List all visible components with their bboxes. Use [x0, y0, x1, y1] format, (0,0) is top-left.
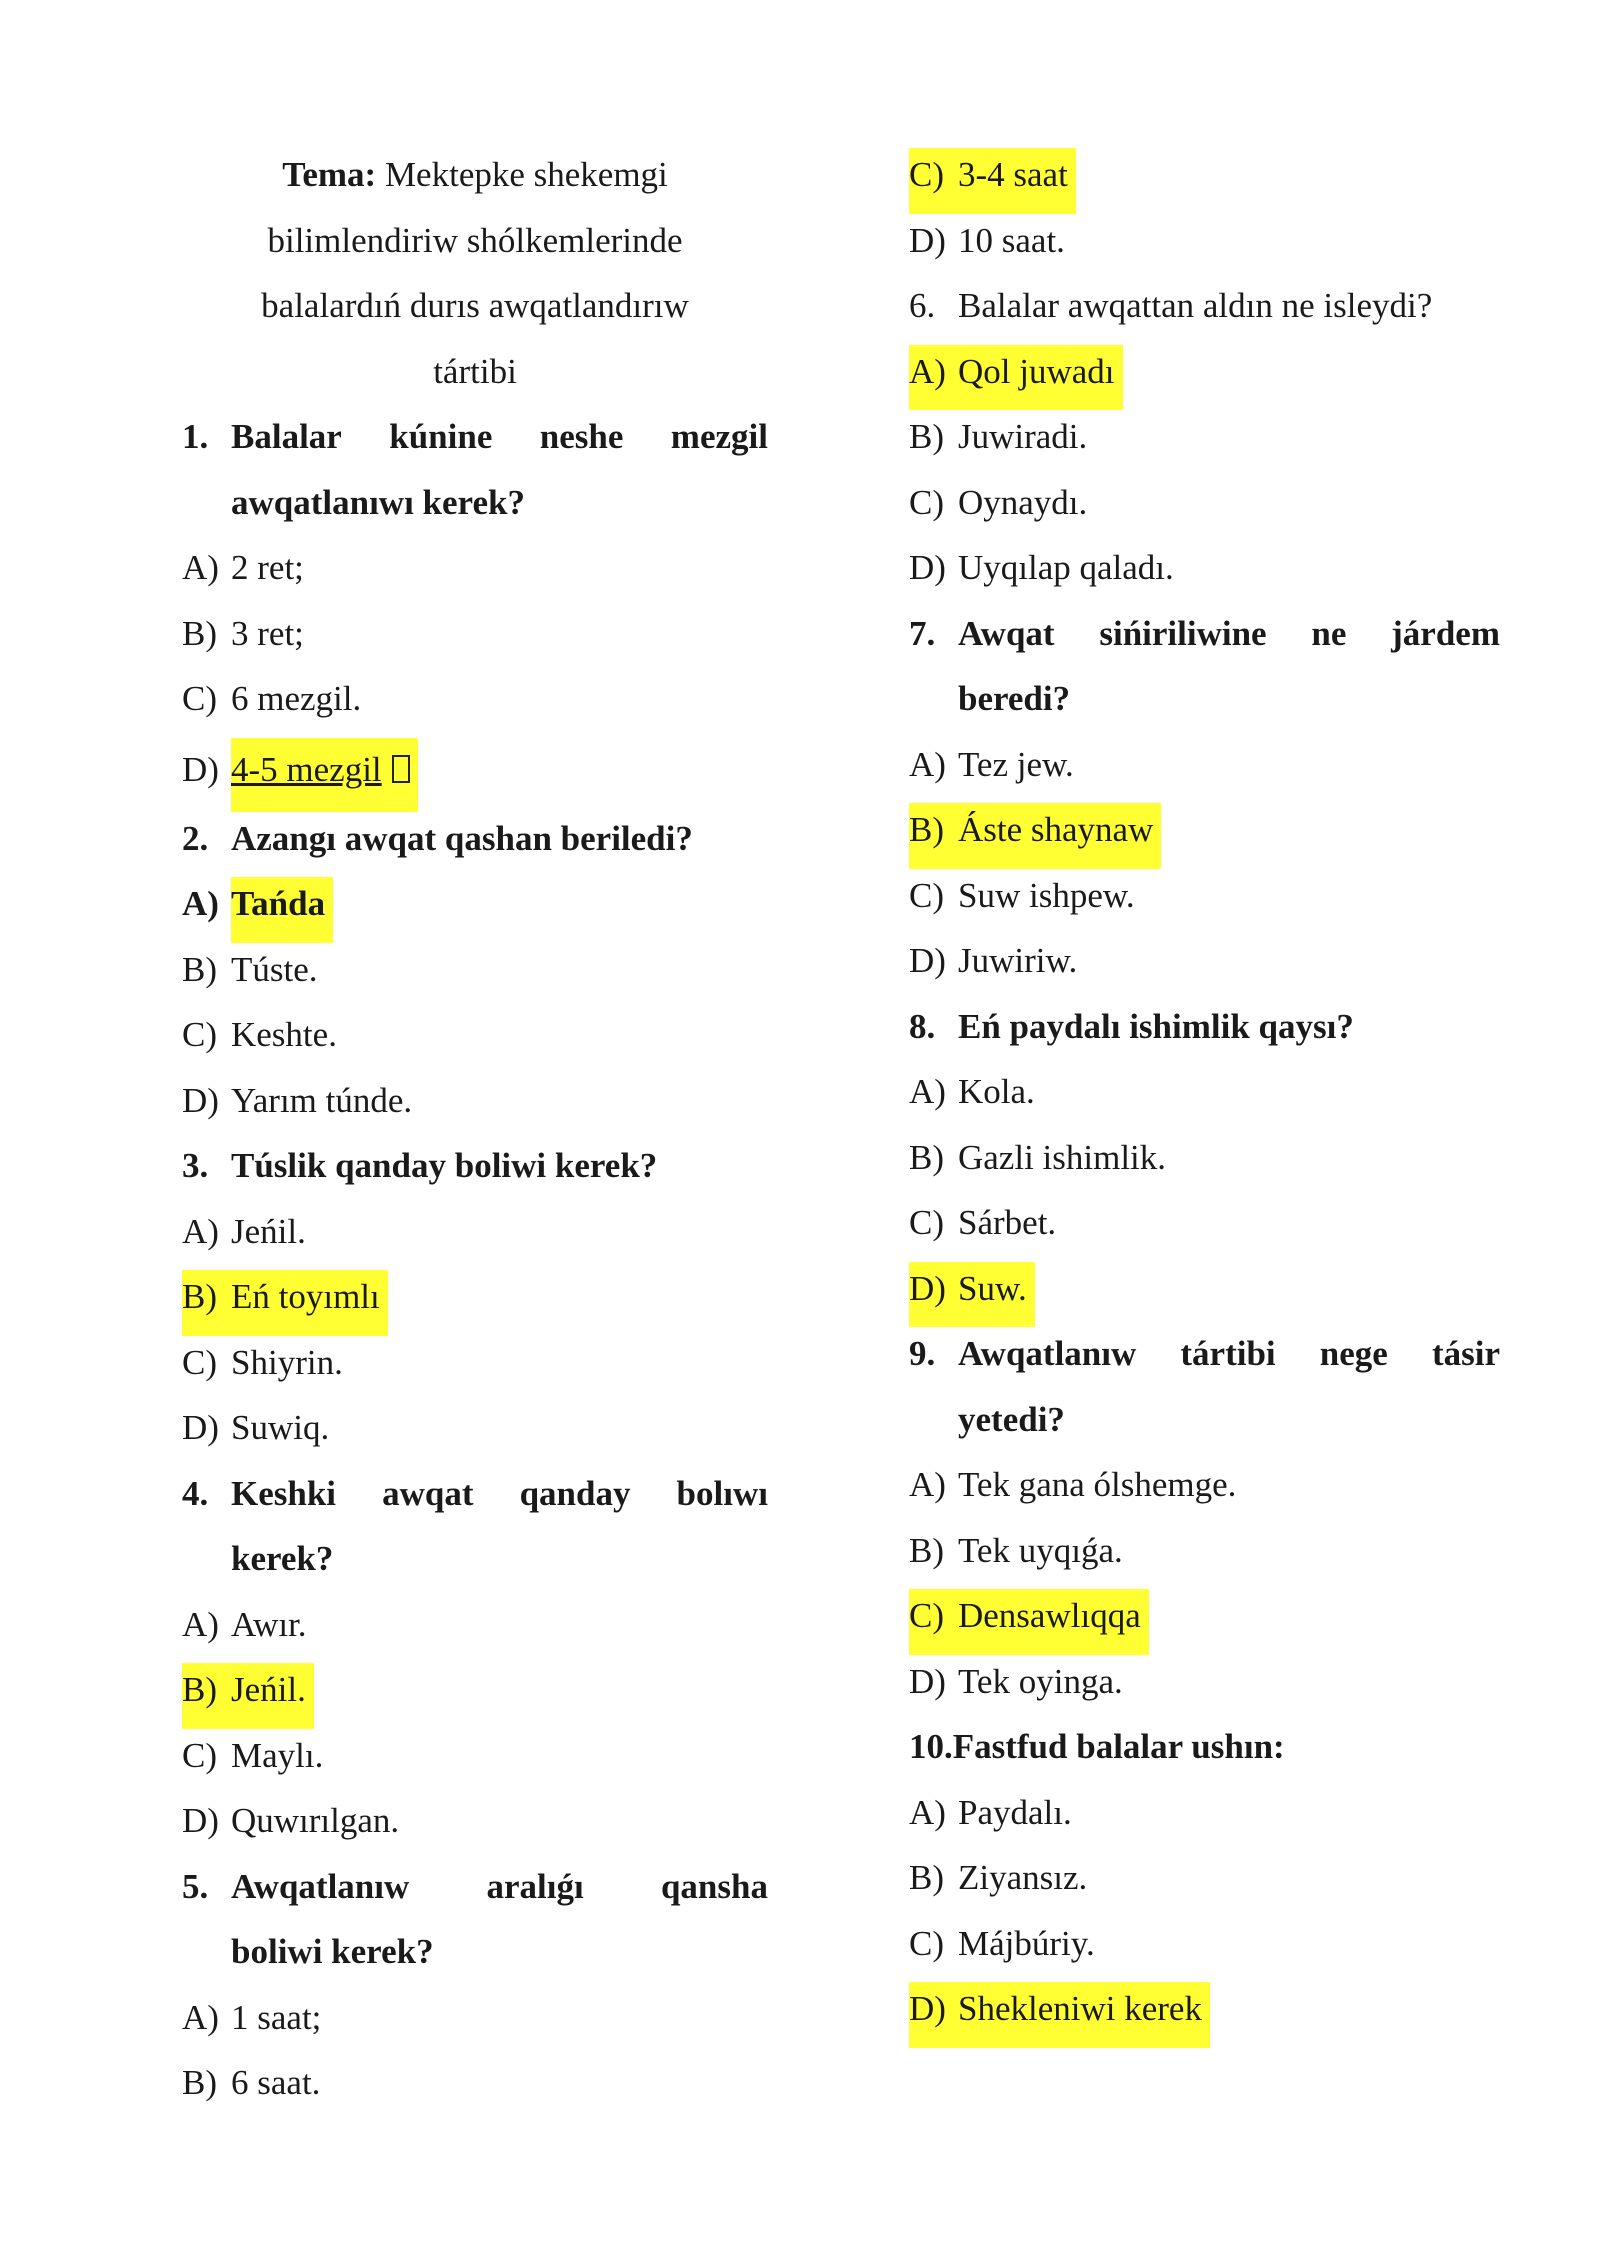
option-3d[interactable] — [182, 1401, 768, 1467]
option-5b[interactable] — [182, 2056, 768, 2122]
option-1b[interactable] — [182, 607, 768, 673]
question-word: aralıǵı — [486, 1866, 584, 1906]
option-6b[interactable] — [909, 410, 1500, 476]
option-7a[interactable] — [909, 738, 1500, 804]
option-text: Oynaydı. — [958, 482, 1088, 522]
option-letter: D) — [909, 1661, 946, 1701]
option-text: Qol juwadı — [958, 351, 1115, 391]
option-letter: B) — [909, 417, 944, 456]
question-text: Eń paydalı ishimlik qaysı? — [958, 1006, 1354, 1046]
option-letter: A) — [182, 1604, 219, 1644]
question-4-continuation: kerek? — [231, 1539, 334, 1578]
option-text: Maylı. — [231, 1735, 324, 1775]
correct-answer-highlight — [182, 1663, 314, 1729]
question-word: nege — [1319, 1334, 1388, 1373]
option-3c[interactable] — [182, 1336, 768, 1402]
option-letter: A) — [909, 1792, 946, 1832]
option-text: Tek uyqıǵa. — [958, 1530, 1123, 1570]
question-number: 10. — [909, 1727, 953, 1766]
option-letter: B) — [182, 613, 217, 653]
option-text: Gazli ishimlik. — [958, 1137, 1167, 1177]
option-letter: A) — [182, 884, 219, 923]
title-label: Tema: — [282, 155, 377, 194]
option-letter: D) — [909, 548, 946, 587]
question-word: awqat — [382, 1473, 474, 1513]
correct-answer-highlight — [909, 1262, 1035, 1328]
title-text: Mektepke shekemgi — [384, 155, 668, 194]
option-text: Juwiradi. — [958, 417, 1088, 456]
option-letter: C) — [909, 155, 944, 194]
option-10a[interactable] — [909, 1786, 1500, 1852]
question-5 — [182, 1860, 768, 1926]
question-text — [958, 1327, 1500, 1393]
question-7-continuation: beredi? — [958, 679, 1071, 718]
document-title-line-2: bilimlendiriw shólkemlerinde — [267, 220, 683, 260]
option-letter: C) — [182, 1735, 217, 1775]
question-number: 3. — [182, 1146, 209, 1185]
question-word: tásir — [1431, 1334, 1500, 1373]
option-letter: B) — [182, 1277, 217, 1316]
option-text: Tek gana ólshemge. — [958, 1465, 1237, 1504]
option-text: Jeńil. — [231, 1211, 306, 1251]
question-text: Balalar awqattan aldın ne isleydi? — [958, 286, 1433, 325]
option-text: Awır. — [231, 1604, 307, 1644]
question-word: sińiriliwine — [1099, 613, 1267, 653]
question-10 — [909, 1720, 1500, 1786]
question-number: 9. — [909, 1334, 936, 1373]
right-column — [909, 148, 1500, 2048]
option-5c[interactable] — [909, 148, 1500, 214]
option-1c[interactable] — [182, 672, 768, 738]
option-text: 10 saat. — [958, 220, 1065, 260]
option-2d[interactable] — [182, 1074, 768, 1140]
document-title-line-1 — [182, 148, 768, 214]
option-letter: C) — [182, 1342, 217, 1382]
option-4a[interactable] — [182, 1598, 768, 1664]
question-number: 8. — [909, 1006, 936, 1046]
question-2 — [182, 812, 768, 878]
question-7 — [909, 607, 1500, 673]
missing-glyph-box-icon — [392, 755, 410, 783]
option-letter: A) — [909, 744, 946, 784]
option-text: Tek oyinga. — [958, 1661, 1123, 1701]
option-letter: A) — [182, 548, 219, 587]
option-text: Densawlıqqa — [958, 1596, 1141, 1635]
option-6d[interactable] — [909, 541, 1500, 607]
option-letter: B) — [182, 2063, 217, 2102]
option-text: Túste. — [231, 949, 318, 989]
option-text: Áste shaynaw — [958, 810, 1154, 849]
option-text: Ziyansız. — [958, 1858, 1088, 1897]
option-letter: A) — [909, 1072, 946, 1111]
option-letter: C) — [909, 875, 944, 915]
option-letter: B) — [909, 810, 944, 849]
option-9a[interactable] — [909, 1458, 1500, 1524]
question-word: Awqatlanıw — [958, 1334, 1137, 1373]
question-word: Awqatlanıw — [231, 1866, 410, 1906]
option-6c[interactable] — [909, 476, 1500, 542]
option-10d[interactable] — [909, 1982, 1500, 2048]
option-letter: D) — [909, 941, 946, 980]
option-4b[interactable] — [182, 1663, 768, 1729]
option-text: Kola. — [958, 1072, 1035, 1111]
option-letter: A) — [909, 1465, 946, 1504]
question-word: qanday — [519, 1473, 631, 1513]
option-text: 2 ret; — [231, 548, 304, 587]
option-8d[interactable] — [909, 1262, 1500, 1328]
option-letter: D) — [909, 1268, 946, 1308]
option-letter: B) — [909, 1137, 944, 1177]
correct-answer-highlight — [231, 738, 418, 812]
question-word: bolıwı — [676, 1473, 768, 1513]
option-9c[interactable] — [909, 1589, 1500, 1655]
question-word: neshe — [539, 417, 624, 456]
option-text: Májbúriy. — [958, 1923, 1095, 1963]
option-2b[interactable] — [182, 943, 768, 1009]
question-8 — [909, 1000, 1500, 1066]
option-text: 6 mezgil. — [231, 679, 362, 718]
question-text — [231, 1467, 768, 1533]
question-word: qansha — [660, 1866, 768, 1906]
question-text — [958, 607, 1500, 673]
correct-answer-highlight — [182, 1270, 388, 1336]
option-letter: D) — [182, 1080, 219, 1120]
option-5a[interactable] — [182, 1991, 768, 2057]
option-text: Juwiriw. — [958, 941, 1078, 980]
correct-answer-highlight: Tańda — [231, 877, 333, 943]
left-column — [182, 148, 768, 2122]
option-text: Yarım túnde. — [231, 1080, 413, 1120]
option-9d[interactable] — [909, 1655, 1500, 1721]
option-5d[interactable] — [909, 214, 1500, 280]
option-text: Suwiq. — [231, 1408, 330, 1447]
question-text: Azangı awqat qashan beriledi? — [231, 818, 693, 858]
option-letter: A) — [182, 1211, 219, 1251]
option-8b[interactable] — [909, 1131, 1500, 1197]
question-word: Keshki — [231, 1473, 337, 1513]
question-number: 5. — [182, 1866, 209, 1906]
option-text: 3-4 saat — [958, 155, 1068, 194]
option-letter: C) — [182, 679, 217, 718]
option-1a[interactable] — [182, 541, 768, 607]
question-text: Fastfud balalar ushın: — [952, 1727, 1285, 1766]
option-letter: D) — [909, 220, 946, 260]
option-letter: A) — [909, 351, 946, 391]
option-8a[interactable] — [909, 1065, 1500, 1131]
option-3b[interactable] — [182, 1270, 768, 1336]
question-word: Awqat — [958, 613, 1055, 653]
question-text — [231, 1860, 768, 1926]
option-text: Keshte. — [231, 1015, 337, 1054]
option-2c[interactable] — [182, 1008, 768, 1074]
question-5-continuation: boliwi kerek? — [231, 1932, 434, 1971]
question-number: 1. — [182, 417, 209, 456]
option-text: Shiyrin. — [231, 1342, 343, 1382]
option-text: 1 saat; — [231, 1997, 322, 2037]
option-letter: C) — [909, 482, 944, 522]
option-text: Jeńil. — [231, 1670, 306, 1709]
option-7b[interactable] — [909, 803, 1500, 869]
document-title-line-4: tártibi — [433, 351, 517, 391]
question-word: járdem — [1391, 613, 1500, 653]
question-number: 7. — [909, 613, 936, 653]
correct-answer-highlight — [909, 1982, 1210, 2048]
option-10c[interactable] — [909, 1917, 1500, 1983]
document-title-line-3: balalardıń durıs awqatlandırıw — [261, 286, 689, 325]
option-letter: C) — [909, 1203, 944, 1242]
option-text: Suw. — [958, 1268, 1027, 1308]
correct-answer-highlight — [909, 1589, 1149, 1655]
question-4 — [182, 1467, 768, 1533]
option-text: 4-5 mezgil — [231, 749, 382, 789]
question-text: Túslik qanday boliwi kerek? — [231, 1146, 658, 1185]
question-1-continuation: awqatlanıwı kerek? — [231, 482, 525, 522]
option-text: Suw ishpew. — [958, 875, 1135, 915]
option-letter: B) — [909, 1858, 944, 1897]
question-word: kúnine — [389, 417, 493, 456]
option-7d[interactable] — [909, 934, 1500, 1000]
option-letter: D) — [909, 1989, 946, 2028]
question-number: 4. — [182, 1473, 209, 1513]
question-text — [231, 410, 768, 476]
option-2a[interactable] — [182, 877, 768, 943]
correct-answer-highlight — [909, 345, 1123, 411]
option-1d[interactable] — [182, 738, 768, 812]
correct-answer-highlight — [909, 803, 1161, 869]
correct-answer-highlight — [909, 148, 1076, 214]
option-text: Uyqılap qaladı. — [958, 548, 1174, 587]
question-9-continuation: yetedi? — [958, 1399, 1065, 1439]
option-6a[interactable] — [909, 345, 1500, 411]
option-letter: A) — [182, 1997, 219, 2037]
option-text: Quwırılgan. — [231, 1801, 400, 1840]
question-9 — [909, 1327, 1500, 1393]
question-word: ne — [1311, 613, 1347, 653]
option-letter: D) — [182, 1408, 219, 1447]
option-4c[interactable] — [182, 1729, 768, 1795]
question-word: Balalar — [231, 417, 342, 456]
option-4d[interactable] — [182, 1794, 768, 1860]
option-letter: C) — [182, 1015, 217, 1054]
option-8c[interactable] — [909, 1196, 1500, 1262]
option-text: 6 saat. — [231, 2063, 321, 2102]
option-text: Shekleniwi kerek — [958, 1989, 1202, 2028]
option-10b[interactable] — [909, 1851, 1500, 1917]
option-letter: B) — [182, 1670, 217, 1709]
question-word: tártibi — [1180, 1334, 1276, 1373]
option-text: Eń toyımlı — [231, 1277, 380, 1316]
option-text: 3 ret; — [231, 613, 304, 653]
option-text: Paydalı. — [958, 1792, 1072, 1832]
option-letter: B) — [909, 1530, 944, 1570]
question-number: 6. — [909, 286, 936, 325]
option-9b[interactable] — [909, 1524, 1500, 1590]
option-text: Sárbet. — [958, 1203, 1057, 1242]
option-letter: C) — [909, 1596, 944, 1635]
question-6 — [909, 279, 1500, 345]
option-text: Tez jew. — [958, 744, 1074, 784]
question-1 — [182, 410, 768, 476]
option-7c[interactable] — [909, 869, 1500, 935]
question-3 — [182, 1139, 768, 1205]
option-letter: D) — [182, 749, 219, 789]
option-letter: C) — [909, 1923, 944, 1963]
option-3a[interactable] — [182, 1205, 768, 1271]
question-word: mezgil — [670, 417, 768, 456]
option-letter: B) — [182, 949, 217, 989]
option-letter: D) — [182, 1801, 219, 1840]
question-number: 2. — [182, 818, 209, 858]
